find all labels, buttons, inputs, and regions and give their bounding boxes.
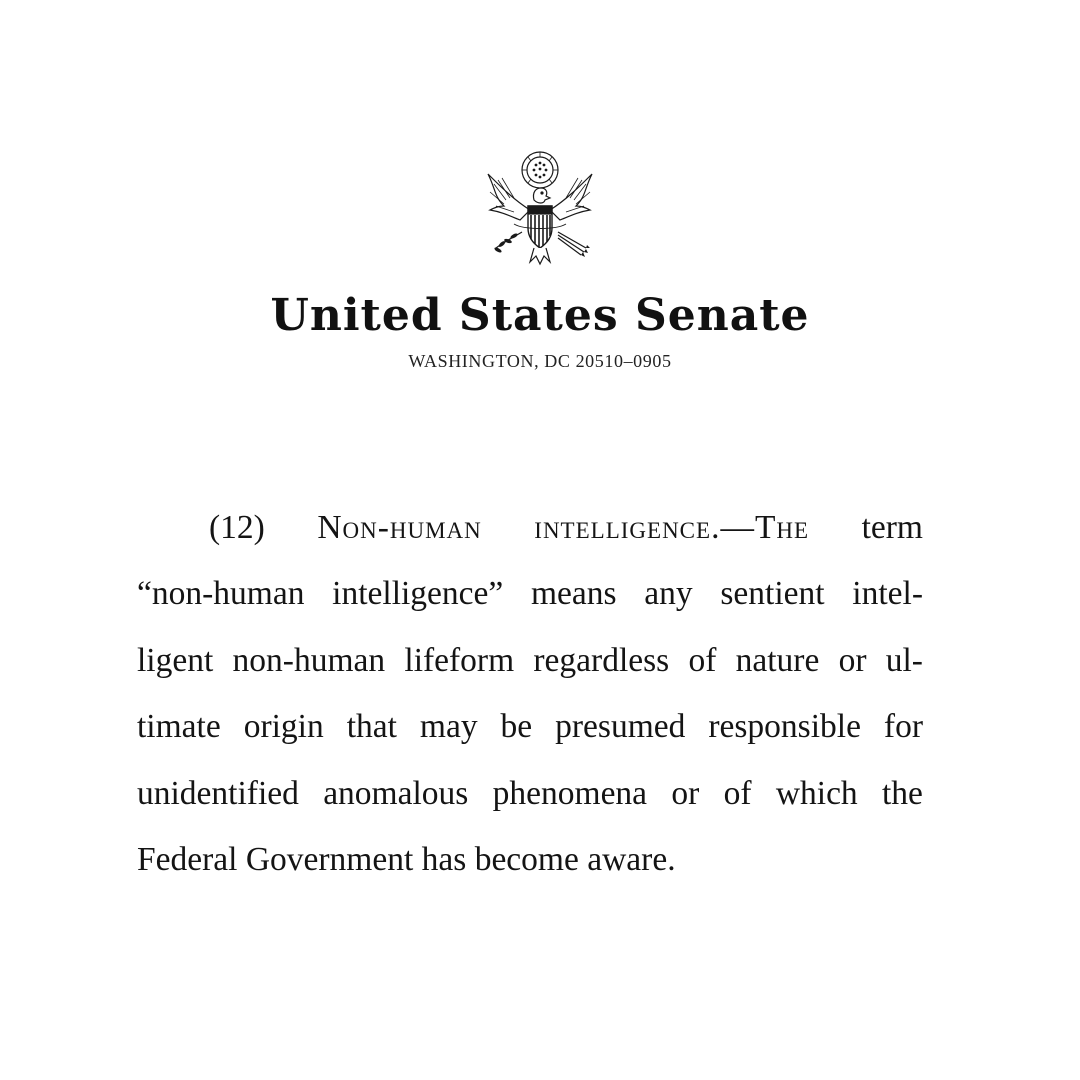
definition-line-1 (137, 495, 923, 561)
definition-word: for (883, 708, 923, 746)
definition-word: responsible (708, 708, 861, 746)
definition-word: that (346, 708, 397, 746)
letterhead-title: United States Senate (270, 290, 810, 341)
definition-line-2 (137, 561, 923, 627)
definition-word: Federal (137, 840, 246, 878)
definition-word: “non-human (137, 575, 305, 613)
definition-line-6 (137, 827, 923, 893)
senate-seal-icon (474, 144, 606, 276)
definition-paragraph (137, 495, 923, 893)
definition-word: unidentified (137, 774, 299, 812)
letterhead-address: WASHINGTON, DC 20510–0905 (408, 351, 672, 371)
definition-word: any (644, 575, 693, 613)
definition-word: regardless (533, 641, 670, 679)
definition-word: phenomena (492, 774, 648, 812)
definition-word: may (419, 708, 478, 746)
definition-word: or (671, 774, 700, 812)
definition-word: Government (245, 840, 422, 878)
definition-word: ligent (137, 641, 214, 679)
definition-word: anomalous (323, 774, 469, 812)
definition-word: intelligence” (332, 575, 504, 613)
definition-term-word-2: intelligence.—The (534, 509, 810, 546)
definition-word: ul- (885, 641, 923, 679)
definition-word: timate (137, 708, 221, 746)
definition-word: intel- (852, 575, 923, 613)
definition-word: or (838, 641, 867, 679)
definition-word: non-human (232, 641, 386, 679)
definition-line-4 (137, 694, 923, 760)
definition-line-3 (137, 628, 923, 694)
definition-word: has (421, 840, 475, 878)
definition-word: lifeform (404, 641, 515, 679)
definition-number: (12) (209, 509, 265, 546)
definition-word: nature (735, 641, 820, 679)
definition-word: the (882, 774, 923, 812)
definition-word: of (723, 774, 752, 812)
definition-word: be (500, 708, 533, 746)
definition-word: become (474, 840, 588, 878)
definition-word: means (531, 575, 617, 613)
definition-word: origin (243, 708, 324, 746)
definition-word: term (861, 509, 923, 546)
definition-word: which (775, 774, 858, 812)
definition-word: aware. (587, 840, 676, 878)
definition-word: of (688, 641, 717, 679)
definition-word: sentient (720, 575, 825, 613)
definition-word: presumed (555, 708, 686, 746)
definition-line-5 (137, 761, 923, 827)
definition-term-word-1: Non-human (317, 509, 482, 546)
